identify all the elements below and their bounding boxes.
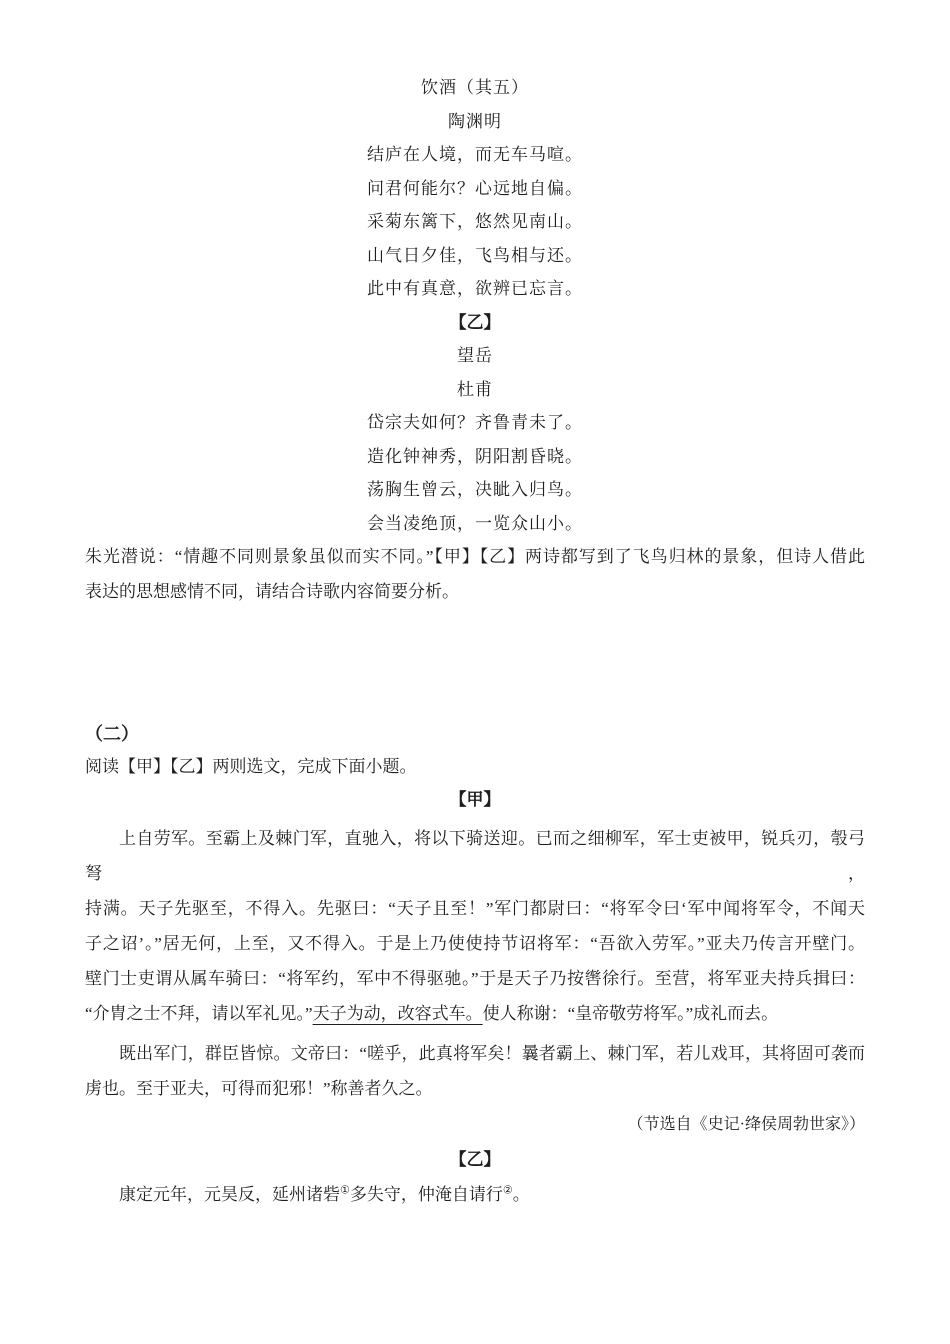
poetry-section <box>85 0 865 540</box>
prose-line: 持满。天子先驱至，不得入。先驱曰：“天子且至！”军门都尉曰：“将军令曰‘军中闻将军令，不闻天 <box>85 899 865 918</box>
poetry-question <box>85 540 865 610</box>
passage-yi-label: 【乙】 <box>449 1150 501 1169</box>
prose-text: 多失守，仲淹自请行 <box>349 1185 503 1204</box>
poem-jia-author: 陶渊明 <box>448 111 502 131</box>
poem-yi-line: 荡胸生曾云，决眦入归鸟。 <box>367 480 583 499</box>
question-line: 表达的思想感情不同，请结合诗歌内容简要分析。 <box>85 582 459 601</box>
poem-yi-line: 岱宗夫如何？齐鲁青未了。 <box>367 413 583 432</box>
poem-jia-line: 结庐在人境，而无车马喧。 <box>367 145 583 164</box>
poem-jia-line: 此中有真意，欲辨已忘言。 <box>367 279 583 298</box>
poem-jia-title: 饮酒（其五） <box>421 78 529 97</box>
prose-line: 子之诏’。”居无何，上至，又不得入。于是上乃使使持节诏将军：“吾欲入劳军。”亚夫乃传言开壁门。 <box>85 934 865 953</box>
footnote-marker-2: ② <box>502 1184 513 1197</box>
section-two-heading: （二） <box>85 724 139 744</box>
prose-text: 康定元年，元昊反，延州诸砦 <box>119 1185 340 1204</box>
prose-line: 壁门士吏谓从属车骑曰：“将军约，军中不得驱驰。”于是天子乃按辔徐行。至营，将军亚夫持兵揖曰： <box>85 969 865 988</box>
passage-jia-citation: （节选自《史记·绛侯周勃世家》） <box>627 1116 865 1133</box>
passage-jia-label: 【甲】 <box>449 790 501 809</box>
poem-jia-line: 采菊东篱下，悠然见南山。 <box>367 212 583 231</box>
prose-text: 。 <box>512 1185 530 1204</box>
section-two-instruction: 阅读【甲】【乙】两则选文，完成下面小题。 <box>85 757 417 776</box>
passage-yi-text <box>85 1177 865 1212</box>
prose-line: 虏也。至于亚夫，可得而犯邪！”称善者久之。 <box>85 1079 433 1098</box>
footnote-marker-1: ① <box>340 1184 350 1197</box>
poem-yi-line: 会当凌绝顶，一览众山小。 <box>367 513 583 533</box>
poem-jia-line: 山气日夕佳，飞鸟相与还。 <box>367 245 583 265</box>
prose-line: 既出军门，群臣皆惊。文帝曰：“嗟乎，此真将军矣！曩者霸上、棘门军，若儿戏耳，其将固可袭而 <box>119 1044 865 1063</box>
prose-text: 使人称谢：“皇帝敬劳将军。”成礼而去。 <box>482 1004 779 1023</box>
poem-yi-label: 【乙】 <box>449 312 501 332</box>
prose-text: “介胄之士不拜，请以军礼见。” <box>85 1004 313 1023</box>
prose-line <box>85 996 865 1031</box>
poem-jia-line: 问君何能尔？心远地自偏。 <box>367 178 583 198</box>
poem-yi-line: 造化钟神秀，阴阳割昏晓。 <box>367 446 583 466</box>
prose-line: 上自劳军。至霸上及棘门军，直驰入，将以下骑送迎。已而之细柳军，军士吏被甲，锐兵刃，彀弓弩， <box>85 829 865 883</box>
question-line: 朱光潜说：“情趣不同则景象虽似而实不同。”【甲】【乙】两诗都写到了飞鸟归林的景象，但诗人借此 <box>85 547 865 566</box>
poem-yi-title: 望岳 <box>457 346 493 365</box>
passage-jia-text <box>85 821 865 1106</box>
poem-yi-author: 杜甫 <box>457 379 493 399</box>
underlined-phrase: 天子为动，改容式车。 <box>312 1004 483 1023</box>
